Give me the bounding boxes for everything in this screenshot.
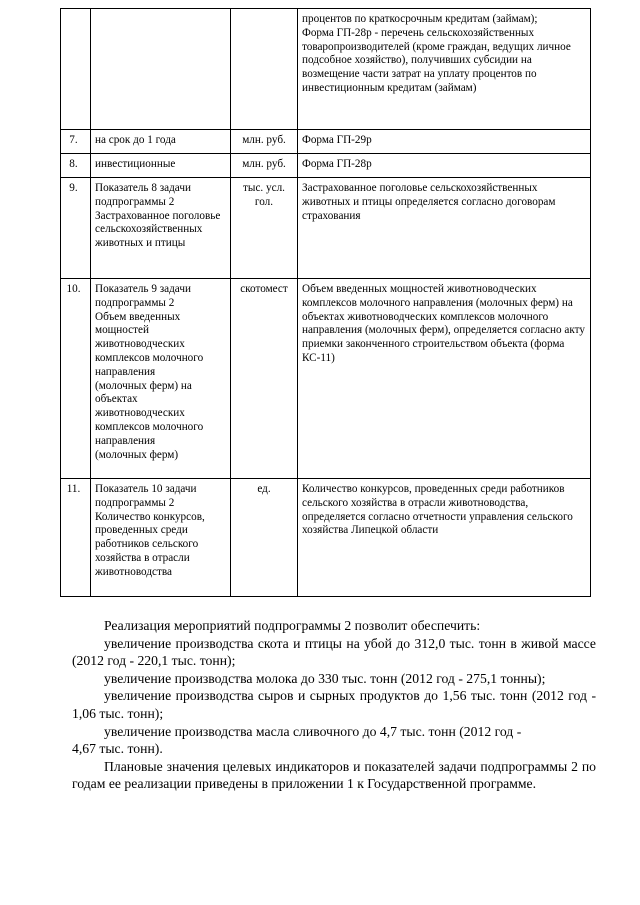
table-row xyxy=(61,9,591,130)
data-source: Объем введенных мощностей животноводческих комплексов молочного направления (молочных ферм) на объектах животноводческих комплексов молочного направления (молочных ферм), определяется согласно акту приемки законченного строительством объекта (форма КС-11) xyxy=(298,279,591,479)
row-number: 8. xyxy=(61,154,91,178)
body-text xyxy=(72,617,596,793)
table-row xyxy=(61,130,591,154)
indicators-table xyxy=(60,8,591,597)
data-source: Застрахованное поголовье сельскохозяйственных животных и птицы определяется согласно договорам страхования xyxy=(298,178,591,279)
row-number: 11. xyxy=(61,479,91,597)
indicator-name: Показатель 10 задачи подпрограммы 2 Количество конкурсов, проведенных среди работников сельского хозяйства в отрасли животноводства xyxy=(91,479,231,597)
paragraph-item-cheese: увеличение производства сыров и сырных продуктов до 1,56 тыс. тонн (2012 год - 1,06 тыс. тонн); xyxy=(72,688,596,721)
paragraph-item-butter: увеличение производства масла сливочного до 4,7 тыс. тонн (2012 год - xyxy=(104,723,522,739)
indicator-name: Показатель 9 задачи подпрограммы 2 Объем введенных мощностей животноводческих комплексов молочного направления (молочных ферм) на объектах животноводческих комплексов молочного направления (молочных ферм) xyxy=(91,279,231,479)
table-row xyxy=(61,479,591,597)
paragraph-item-livestock: увеличение производства скота и птицы на убой до 312,0 тыс. тонн в живой массе (2012 год - 220,1 тыс. тонн); xyxy=(72,635,596,669)
unit-of-measure: млн. руб. xyxy=(231,130,298,154)
table-row xyxy=(61,154,591,178)
data-source: Форма ГП-29р xyxy=(298,130,591,154)
indicator-name: инвестиционные xyxy=(91,154,231,178)
data-source: Количество конкурсов, проведенных среди работников сельского хозяйства в отрасли животноводства, определяется согласно отчетности управления сельского хозяйства Липецкой области xyxy=(298,479,591,597)
data-source: процентов по краткосрочным кредитам (займам); Форма ГП-28р - перечень сельскохозяйственных товаропроизводителей (кроме граждан, ведущих личное подсобное хозяйство), получивших субсидии на возмещение части затрат на уплату процентов по инвестиционным кредитам (займам) xyxy=(298,9,591,130)
row-number: 7. xyxy=(61,130,91,154)
indicator-name: на срок до 1 года xyxy=(91,130,231,154)
row-number: 10. xyxy=(61,279,91,479)
row-number: 9. xyxy=(61,178,91,279)
unit-of-measure: тыс. усл. гол. xyxy=(231,178,298,279)
row-number xyxy=(61,9,91,130)
unit-of-measure: млн. руб. xyxy=(231,154,298,178)
paragraph-item-milk: увеличение производства молока до 330 тыс. тонн (2012 год - 275,1 тонны); xyxy=(104,670,546,686)
table-row xyxy=(61,279,591,479)
unit-of-measure: скотомест xyxy=(231,279,298,479)
unit-of-measure: ед. xyxy=(231,479,298,597)
indicator-name xyxy=(91,9,231,130)
unit-of-measure xyxy=(231,9,298,130)
paragraph-item-butter-continued: 4,67 тыс. тонн). xyxy=(72,741,163,757)
table-row xyxy=(61,178,591,279)
data-source: Форма ГП-28р xyxy=(298,154,591,178)
paragraph-closing: Плановые значения целевых индикаторов и показателей задачи подпрограммы 2 по годам ее реализации приведены в приложении 1 к Государственной программе. xyxy=(72,758,596,792)
indicator-name: Показатель 8 задачи подпрограммы 2 Застрахованное поголовье сельскохозяйственных животных и птицы xyxy=(91,178,231,279)
paragraph-intro: Реализация мероприятий подпрограммы 2 позволит обеспечить: xyxy=(104,618,481,633)
